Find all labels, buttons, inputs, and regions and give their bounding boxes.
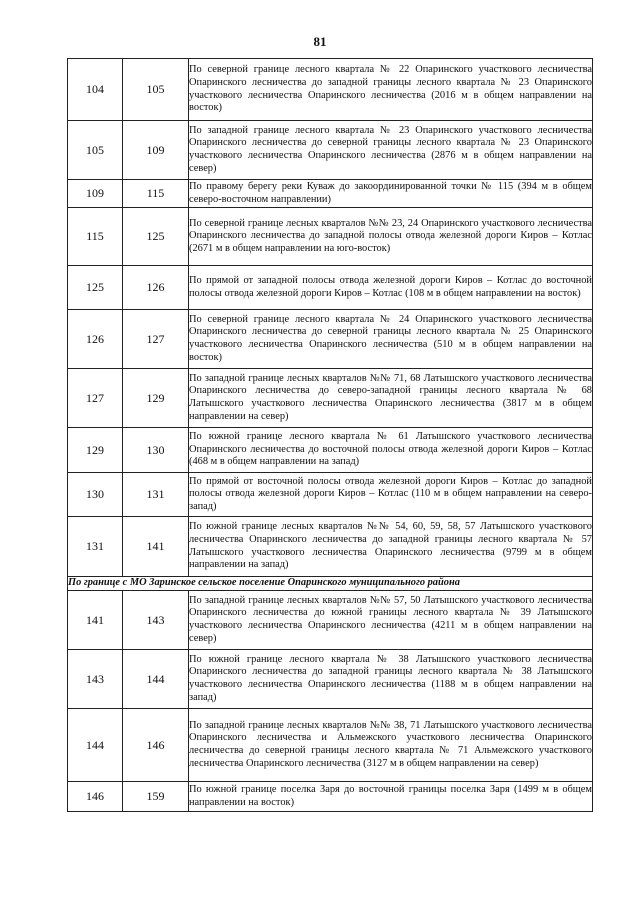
boundary-description: По северной границе лесных кварталов №№ 23, 24 Опаринского участкового лесничества Опаринского лесничества до западной полосы отвода железной дороги Киров – Котлас (2671 м в общем направлении на юго-восток) xyxy=(189,208,593,266)
boundary-description: По южной границе лесных кварталов №№ 54, 60, 59, 58, 57 Латышского участкового лесничества Опаринского лесничества до западной границы лесного квартала № 57 Латышского участкового лесничества Опаринского лесничества (9799 м в общем направлении на запад) xyxy=(189,517,593,577)
point-from: 130 xyxy=(68,473,123,517)
table-row xyxy=(68,369,593,428)
boundary-description: По правому берегу реки Куваж до закоординированной точки № 115 (394 м в общем северо-восточном направлении) xyxy=(189,180,593,208)
boundary-description: По западной границе лесного квартала № 23 Опаринского участкового лесничества Опаринского лесничества до северной границы лесного квартала № 23 Опаринского участкового лесничества Опаринского лесничества (2876 м в общем направлении на север) xyxy=(189,121,593,180)
boundary-description: По прямой от западной полосы отвода железной дороги Киров – Котлас до восточной полосы отвода железной дороги Киров – Котлас (108 м в общем направлении на восток) xyxy=(189,266,593,310)
point-to: 125 xyxy=(123,208,189,266)
boundary-description: По западной границе лесных кварталов №№ 71, 68 Латышского участкового лесничества Опаринского лесничества до северо-западной границы лесного квартала № 68 Латышского участкового лесничества Опаринского лесничества (3817 м в общем направлении на север) xyxy=(189,369,593,428)
point-to: 159 xyxy=(123,782,189,812)
table-row xyxy=(68,709,593,782)
table-row xyxy=(68,208,593,266)
point-from: 127 xyxy=(68,369,123,428)
point-from: 129 xyxy=(68,428,123,473)
boundary-description: По западной границе лесных кварталов №№ 57, 50 Латышского участкового лесничества Опаринского лесничества до южной границы лесного квартала № 39 Латышского участкового лесничества Опаринского лесничества (4211 м в общем направлении на север) xyxy=(189,591,593,650)
boundary-description: По прямой от восточной полосы отвода железной дороги Киров – Котлас до западной полосы отвода железной дороги Киров – Котлас (110 м в общем направлении на северо-запад) xyxy=(189,473,593,517)
boundary-description: По северной границе лесного квартала № 24 Опаринского участкового лесничества Опаринского лесничества до северной границы лесного квартала № 25 Опаринского участкового лесничества Опаринского лесничества (510 м в общем направлении на восток) xyxy=(189,310,593,369)
point-to: 105 xyxy=(123,59,189,121)
point-to: 146 xyxy=(123,709,189,782)
point-to: 115 xyxy=(123,180,189,208)
point-to: 141 xyxy=(123,517,189,577)
table-row xyxy=(68,180,593,208)
table-row xyxy=(68,428,593,473)
table-row xyxy=(68,517,593,577)
section-heading: По границе с МО Заринское сельское поселение Опаринского муниципального района xyxy=(68,577,593,591)
point-to: 129 xyxy=(123,369,189,428)
point-from: 104 xyxy=(68,59,123,121)
table-row xyxy=(68,266,593,310)
point-to: 144 xyxy=(123,650,189,709)
point-from: 143 xyxy=(68,650,123,709)
table-row xyxy=(68,650,593,709)
point-to: 109 xyxy=(123,121,189,180)
table-row xyxy=(68,782,593,812)
boundary-table xyxy=(67,58,593,812)
table-row xyxy=(68,473,593,517)
point-from: 131 xyxy=(68,517,123,577)
point-to: 127 xyxy=(123,310,189,369)
point-to: 131 xyxy=(123,473,189,517)
point-from: 115 xyxy=(68,208,123,266)
table-row xyxy=(68,121,593,180)
point-to: 126 xyxy=(123,266,189,310)
table-row xyxy=(68,591,593,650)
table-row xyxy=(68,310,593,369)
boundary-description: По западной границе лесных кварталов №№ 38, 71 Латышского участкового лесничества Опаринского лесничества и Альмежского участкового лесничества Опаринского лесничества до северной границы лесного квартала № 71 Альмежского участкового лесничества Опаринского лесничества (3127 м в общем направлении на север) xyxy=(189,709,593,782)
page-number: 81 xyxy=(313,34,327,49)
boundary-description: По южной границе поселка Заря до восточной границы поселка Заря (1499 м в общем направлении на восток) xyxy=(189,782,593,812)
section-row xyxy=(68,577,593,591)
point-to: 143 xyxy=(123,591,189,650)
boundary-description: По южной границе лесного квартала № 38 Латышского участкового лесничества Опаринского лесничества до западной границы лесного квартала № 38 Латышского участкового лесничества Опаринского лесничества (1188 м в общем направлении на запад) xyxy=(189,650,593,709)
boundary-description: По южной границе лесного квартала № 61 Латышского участкового лесничества Опаринского лесничества до восточной полосы отвода железной дороги Киров – Котлас (468 м в общем направлении на запад) xyxy=(189,428,593,473)
point-from: 109 xyxy=(68,180,123,208)
point-from: 105 xyxy=(68,121,123,180)
point-from: 125 xyxy=(68,266,123,310)
point-from: 146 xyxy=(68,782,123,812)
table-row xyxy=(68,59,593,121)
boundary-description: По северной границе лесного квартала № 22 Опаринского участкового лесничества Опаринского лесничества до западной границы лесного квартала № 23 Опаринского участкового лесничества Опаринского лесничества (2016 м в общем направлении на восток) xyxy=(189,59,593,121)
point-to: 130 xyxy=(123,428,189,473)
point-from: 141 xyxy=(68,591,123,650)
point-from: 144 xyxy=(68,709,123,782)
point-from: 126 xyxy=(68,310,123,369)
